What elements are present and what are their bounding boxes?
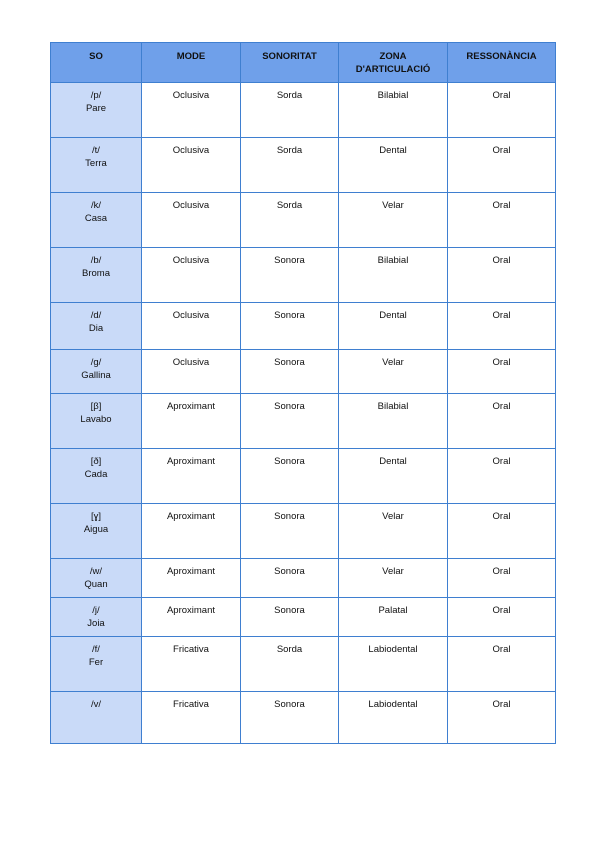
example-word: Lavabo (80, 414, 112, 425)
so-cell (51, 598, 142, 637)
example-word: Gallina (81, 370, 111, 381)
so-cell (51, 504, 142, 559)
phoneme-symbol: /j/ (92, 605, 100, 616)
table-row (51, 598, 556, 637)
phoneme-symbol: [ð] (90, 456, 102, 467)
so-cell (51, 193, 142, 248)
header-zona-line1: ZONA (379, 51, 407, 62)
so-cell (51, 303, 142, 350)
header-zona-line2: D'ARTICULACIÓ (355, 64, 431, 75)
ressonancia-cell: Oral (448, 637, 556, 692)
so-cell (51, 637, 142, 692)
zona-cell: Dental (339, 303, 448, 350)
header-sonoritat: SONORITAT (241, 43, 339, 83)
phoneme-symbol: /g/ (90, 357, 102, 368)
phonetics-table (50, 42, 556, 744)
so-cell (51, 138, 142, 193)
zona-cell: Bilabial (339, 83, 448, 138)
ressonancia-cell: Oral (448, 394, 556, 449)
example-word: Aigua (83, 524, 109, 535)
mode-cell: Aproximant (142, 559, 241, 598)
so-cell (51, 394, 142, 449)
table-row (51, 692, 556, 744)
ressonancia-cell: Oral (448, 248, 556, 303)
header-row (51, 43, 556, 83)
table-row (51, 303, 556, 350)
mode-cell: Oclusiva (142, 83, 241, 138)
example-word: Quan (84, 579, 108, 590)
ressonancia-cell: Oral (448, 692, 556, 744)
ressonancia-cell: Oral (448, 83, 556, 138)
ressonancia-cell: Oral (448, 504, 556, 559)
mode-cell: Aproximant (142, 449, 241, 504)
phoneme-symbol: /t/ (92, 145, 100, 156)
ressonancia-cell: Oral (448, 350, 556, 394)
sonoritat-cell: Sonora (241, 248, 339, 303)
header-mode: MODE (142, 43, 241, 83)
table-row (51, 637, 556, 692)
sonoritat-cell: Sorda (241, 193, 339, 248)
table-row (51, 83, 556, 138)
so-cell (51, 692, 142, 744)
mode-cell: Aproximant (142, 394, 241, 449)
so-cell (51, 248, 142, 303)
mode-cell: Aproximant (142, 504, 241, 559)
example-word: Cada (84, 469, 108, 480)
mode-cell: Aproximant (142, 598, 241, 637)
example-word: Broma (82, 268, 110, 279)
header-so: SO (51, 43, 142, 83)
example-word: Joia (87, 618, 105, 629)
zona-cell: Palatal (339, 598, 448, 637)
ressonancia-cell: Oral (448, 138, 556, 193)
so-cell (51, 559, 142, 598)
header-ressonancia: RESSONÀNCIA (448, 43, 556, 83)
phoneme-symbol: [β] (90, 401, 102, 412)
sonoritat-cell: Sorda (241, 138, 339, 193)
mode-cell: Oclusiva (142, 248, 241, 303)
sonoritat-cell: Sonora (241, 350, 339, 394)
sonoritat-cell: Sonora (241, 394, 339, 449)
so-cell (51, 449, 142, 504)
table-row (51, 504, 556, 559)
table-row (51, 449, 556, 504)
ressonancia-cell: Oral (448, 193, 556, 248)
phoneme-symbol: /d/ (90, 310, 102, 321)
table-row (51, 248, 556, 303)
sonoritat-cell: Sonora (241, 504, 339, 559)
zona-cell: Velar (339, 559, 448, 598)
table-row (51, 559, 556, 598)
zona-cell: Labiodental (339, 692, 448, 744)
zona-cell: Velar (339, 350, 448, 394)
sonoritat-cell: Sonora (241, 692, 339, 744)
sonoritat-cell: Sonora (241, 559, 339, 598)
mode-cell: Oclusiva (142, 193, 241, 248)
phoneme-symbol: /w/ (89, 566, 103, 577)
ressonancia-cell: Oral (448, 449, 556, 504)
table-row (51, 350, 556, 394)
zona-cell: Bilabial (339, 394, 448, 449)
header-zona (339, 43, 448, 83)
phoneme-symbol: /v/ (90, 699, 102, 710)
example-word: Fer (88, 657, 104, 668)
example-word: Pare (85, 103, 107, 114)
example-word: Casa (84, 213, 108, 224)
sonoritat-cell: Sonora (241, 303, 339, 350)
ressonancia-cell: Oral (448, 598, 556, 637)
sonoritat-cell: Sorda (241, 83, 339, 138)
phoneme-symbol: [ɣ] (90, 511, 102, 522)
table-row (51, 138, 556, 193)
phoneme-symbol: /f/ (92, 644, 100, 655)
sonoritat-cell: Sonora (241, 449, 339, 504)
sonoritat-cell: Sonora (241, 598, 339, 637)
zona-cell: Dental (339, 138, 448, 193)
sonoritat-cell: Sorda (241, 637, 339, 692)
mode-cell: Oclusiva (142, 303, 241, 350)
zona-cell: Labiodental (339, 637, 448, 692)
zona-cell: Bilabial (339, 248, 448, 303)
ressonancia-cell: Oral (448, 559, 556, 598)
mode-cell: Fricativa (142, 637, 241, 692)
example-word: Terra (85, 158, 107, 169)
zona-cell: Dental (339, 449, 448, 504)
so-cell (51, 350, 142, 394)
phoneme-symbol: /k/ (90, 200, 102, 211)
mode-cell: Oclusiva (142, 138, 241, 193)
table-row (51, 394, 556, 449)
table-row (51, 193, 556, 248)
mode-cell: Fricativa (142, 692, 241, 744)
phoneme-symbol: /p/ (90, 90, 102, 101)
mode-cell: Oclusiva (142, 350, 241, 394)
ressonancia-cell: Oral (448, 303, 556, 350)
zona-cell: Velar (339, 504, 448, 559)
phoneme-symbol: /b/ (90, 255, 102, 266)
so-cell (51, 83, 142, 138)
example-word: Dia (88, 323, 104, 334)
zona-cell: Velar (339, 193, 448, 248)
